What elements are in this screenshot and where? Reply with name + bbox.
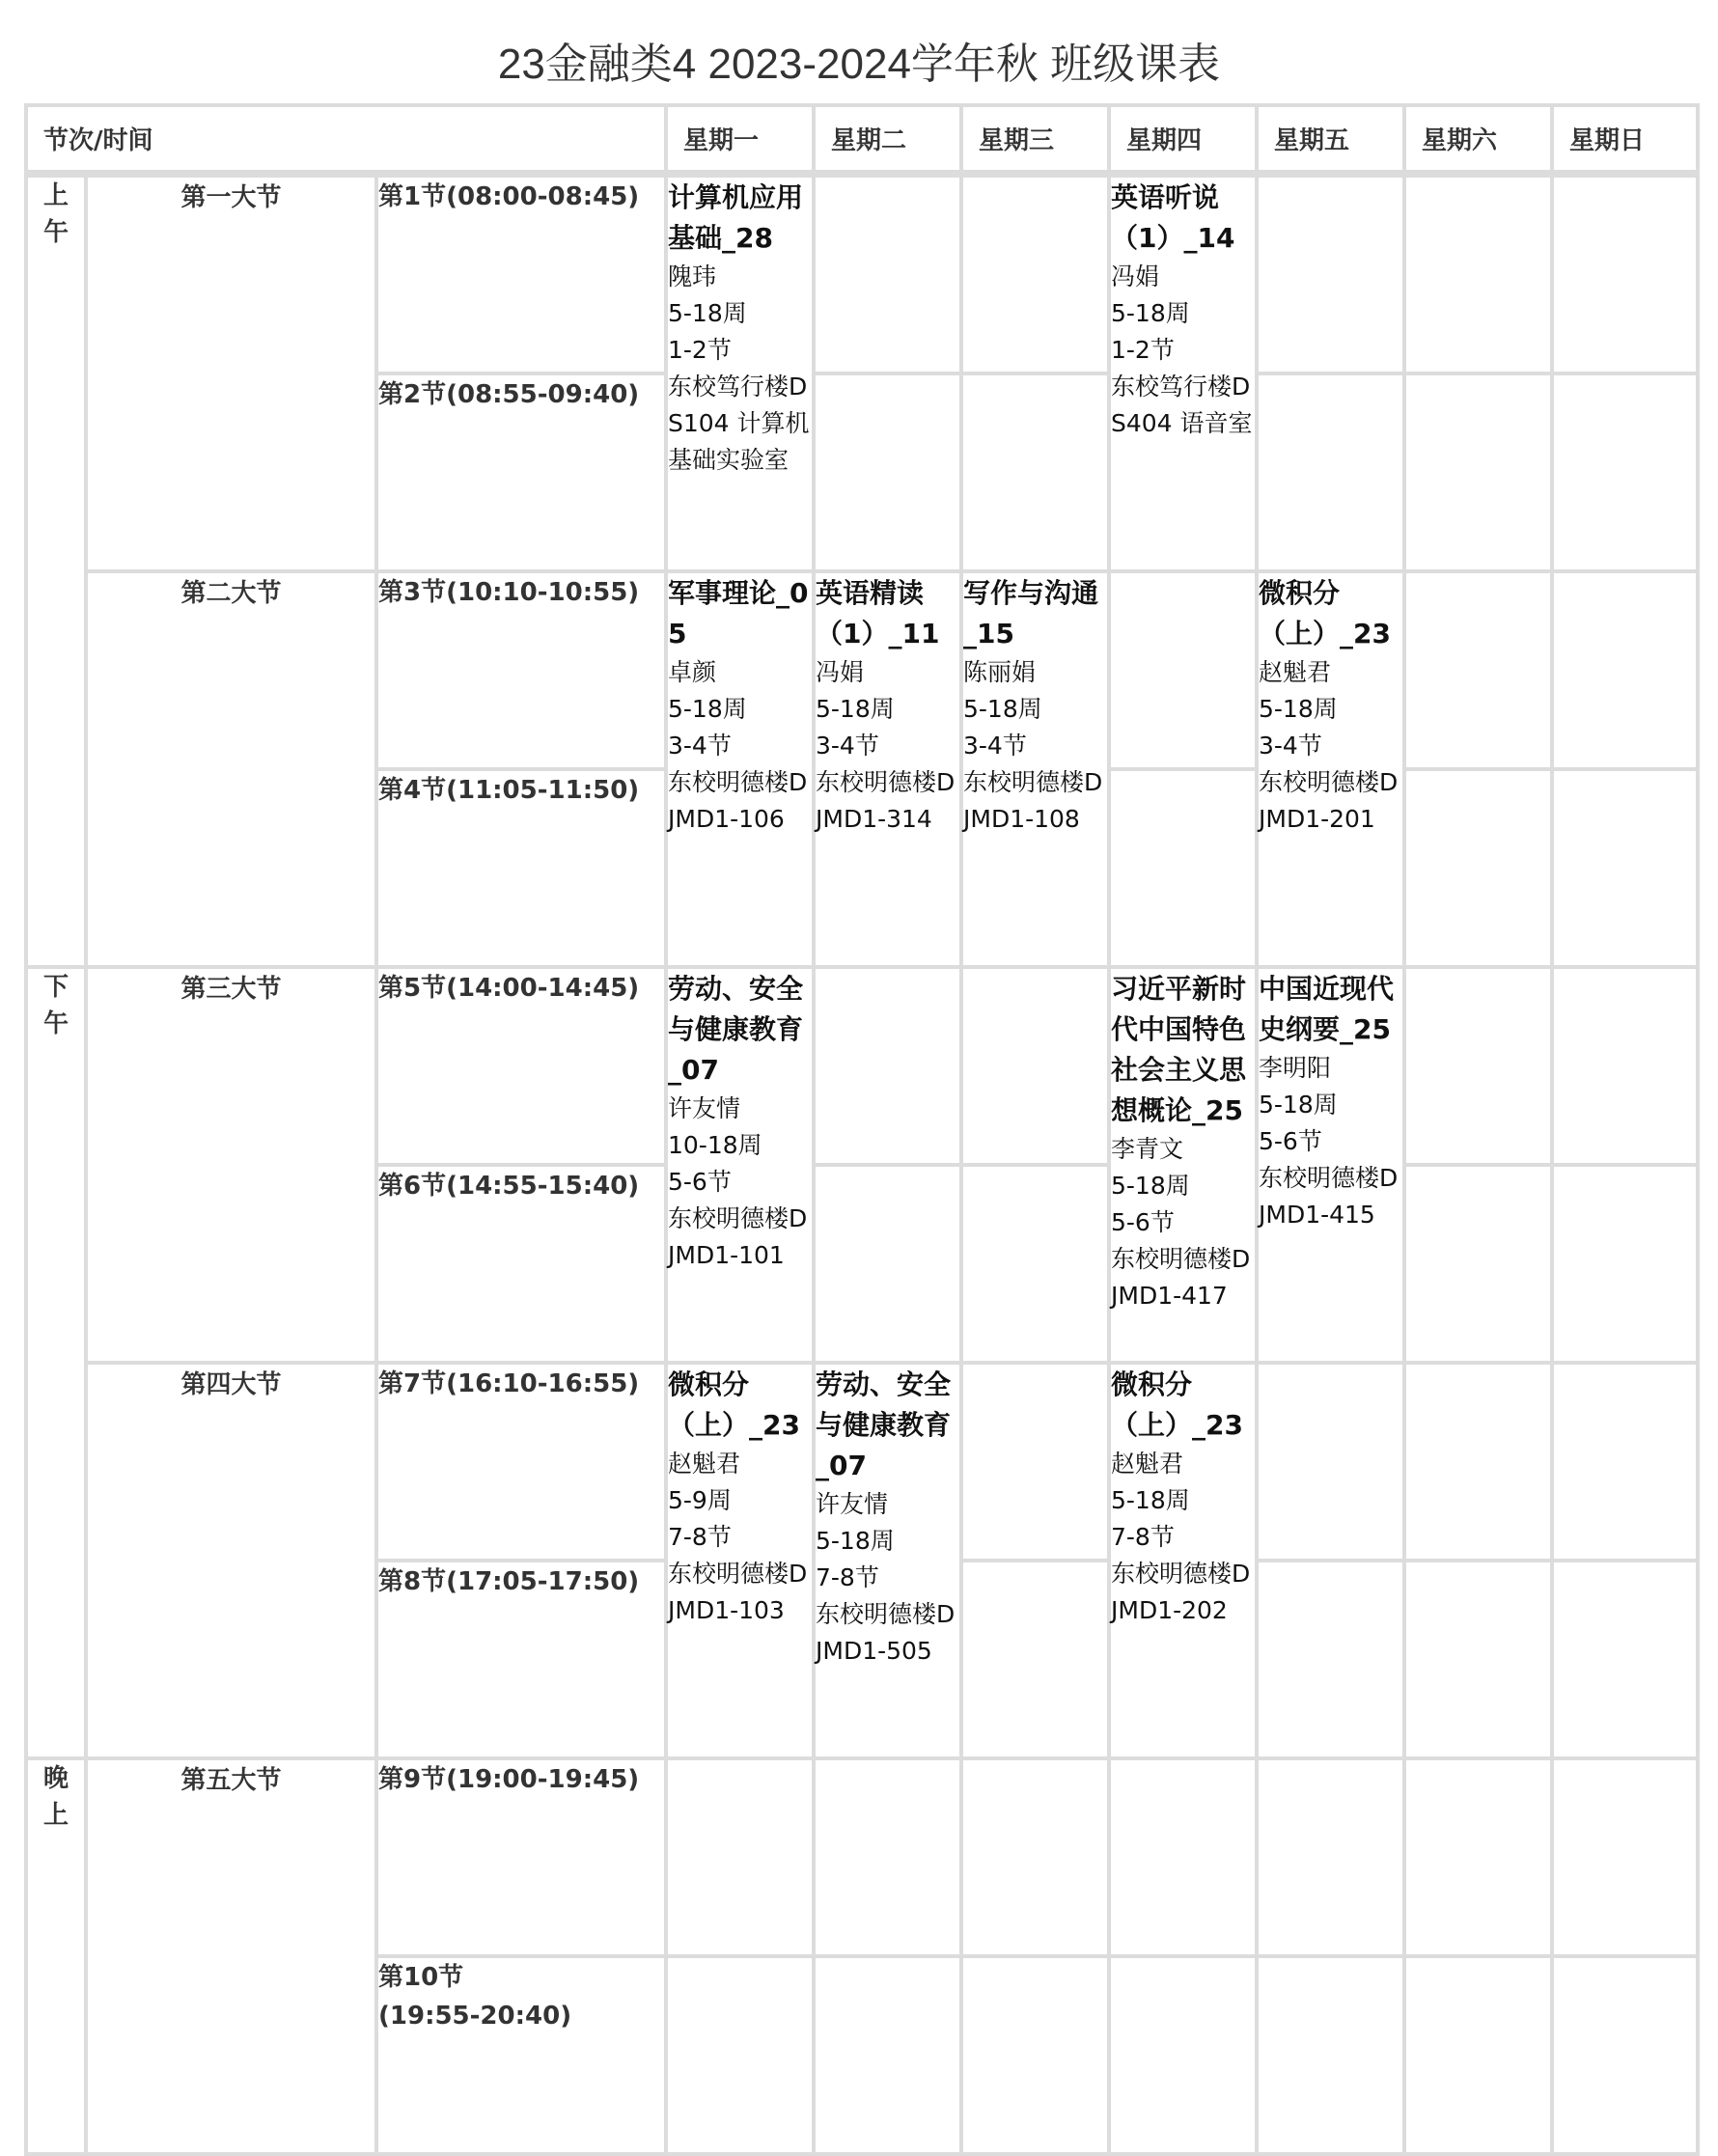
course-name: 英语精读（1）_11 [816, 577, 940, 650]
big-section-4: 第四大节 [88, 1365, 378, 1760]
empty-cell [963, 1562, 1111, 1760]
empty-cell [816, 1167, 963, 1365]
period-label-char: 下 [42, 973, 69, 1002]
course-weeks: 5-18周 [1259, 1091, 1338, 1119]
empty-cell [963, 1958, 1111, 2156]
course-weeks: 5-18周 [816, 695, 895, 723]
course-location: 东校明德楼DJMD1-201 [1259, 768, 1399, 833]
slot-label-line: (19:55-20:40) [378, 2002, 572, 2031]
empty-cell [963, 969, 1111, 1167]
page-title: 23金融类4 2023-2024学年秋 班级课表 [497, 41, 1221, 88]
course-cell[interactable] [668, 1365, 816, 1760]
course-weeks: 5-9周 [668, 1486, 732, 1514]
course-cell[interactable] [963, 573, 1111, 969]
slot-label-line: 第10节 [378, 1963, 464, 1992]
course-teacher: 许友情 [816, 1490, 889, 1518]
course-name: 劳动、安全与健康教育_07 [816, 1368, 952, 1481]
slot-label-5: 第5节(14:00-14:45) [378, 969, 668, 1167]
course-teacher: 卓颜 [668, 658, 717, 686]
empty-cell [1554, 1958, 1700, 2156]
empty-cell [1111, 1760, 1259, 1958]
slot-label-3: 第3节(10:10-10:55) [378, 573, 668, 771]
slot-label-4: 第4节(11:05-11:50) [378, 771, 668, 969]
period-evening [28, 1760, 88, 2156]
empty-cell [1554, 1365, 1700, 1562]
slot-label-2: 第2节(08:55-09:40) [378, 375, 668, 573]
course-sections: 7-8节 [1111, 1523, 1175, 1551]
period-afternoon [28, 969, 88, 1760]
course-location: 东校笃行楼DS104 计算机基础实验室 [668, 373, 810, 474]
course-cell[interactable] [1111, 178, 1259, 573]
empty-cell [1406, 1562, 1554, 1760]
course-cell[interactable] [668, 969, 816, 1365]
empty-cell [1554, 1562, 1700, 1760]
course-cell[interactable] [816, 1365, 963, 1760]
course-cell[interactable] [668, 178, 816, 573]
period-morning [28, 178, 88, 969]
empty-cell [1406, 573, 1554, 771]
course-teacher: 冯娟 [816, 658, 865, 686]
course-location: 东校明德楼DJMD1-108 [963, 768, 1103, 833]
course-teacher: 许友情 [668, 1094, 741, 1122]
course-name: 中国近现代史纲要_25 [1259, 973, 1395, 1045]
empty-cell [1111, 771, 1259, 969]
empty-cell [1554, 375, 1700, 573]
course-sections: 1-2节 [668, 336, 732, 364]
empty-cell [1406, 771, 1554, 969]
empty-cell [1554, 969, 1700, 1167]
course-sections: 3-4节 [1259, 732, 1322, 760]
big-section-2: 第二大节 [88, 573, 378, 969]
empty-cell [1111, 573, 1259, 771]
day-header-wed: 星期三 [963, 107, 1111, 178]
course-name: 微积分（上）_23 [668, 1368, 800, 1441]
empty-cell [816, 969, 963, 1167]
course-location: 东校明德楼DJMD1-505 [816, 1600, 956, 1665]
slot-label-7: 第7节(16:10-16:55) [378, 1365, 668, 1562]
course-location: 东校明德楼DJMD1-417 [1111, 1245, 1251, 1310]
course-teacher: 李明阳 [1259, 1054, 1332, 1082]
course-sections: 3-4节 [816, 732, 879, 760]
course-cell[interactable] [1111, 1365, 1259, 1760]
day-header-tue: 星期二 [816, 107, 963, 178]
empty-cell [963, 178, 1111, 375]
course-weeks: 5-18周 [816, 1527, 895, 1555]
big-section-1: 第一大节 [88, 178, 378, 573]
slot-label-6: 第6节(14:55-15:40) [378, 1167, 668, 1365]
course-teacher: 赵魁君 [668, 1450, 741, 1478]
course-weeks: 5-18周 [668, 299, 747, 327]
course-teacher: 赵魁君 [1259, 658, 1332, 686]
course-cell[interactable] [1111, 969, 1259, 1365]
course-weeks: 5-18周 [1111, 299, 1190, 327]
empty-cell [1406, 178, 1554, 375]
course-cell[interactable] [1259, 573, 1406, 969]
course-teacher: 冯娟 [1111, 263, 1160, 290]
slot-label-8: 第8节(17:05-17:50) [378, 1562, 668, 1760]
course-location: 东校明德楼DJMD1-101 [668, 1204, 808, 1269]
course-cell[interactable] [816, 573, 963, 969]
course-teacher: 陈丽娟 [963, 658, 1037, 686]
slot-row-3 [28, 573, 1700, 771]
empty-cell [963, 1760, 1111, 1958]
empty-cell [816, 375, 963, 573]
course-name: 劳动、安全与健康教育_07 [668, 973, 804, 1086]
empty-cell [1554, 573, 1700, 771]
slot-label-10 [378, 1958, 668, 2156]
course-weeks: 5-18周 [1111, 1172, 1190, 1200]
course-teacher: 李青文 [1111, 1135, 1184, 1163]
empty-cell [1259, 1562, 1406, 1760]
big-section-5: 第五大节 [88, 1760, 378, 2156]
slot-label-9: 第9节(19:00-19:45) [378, 1760, 668, 1958]
empty-cell [963, 1167, 1111, 1365]
period-label-char: 上 [42, 1801, 69, 1830]
day-header-thu: 星期四 [1111, 107, 1259, 178]
day-header-sun: 星期日 [1554, 107, 1700, 178]
course-sections: 1-2节 [1111, 336, 1175, 364]
period-label-char: 晚 [42, 1764, 69, 1793]
course-sections: 3-4节 [668, 732, 732, 760]
empty-cell [1406, 969, 1554, 1167]
course-weeks: 5-18周 [668, 695, 747, 723]
slot-row-9 [28, 1760, 1700, 1958]
course-location: 东校笃行楼DS404 语音室 [1111, 373, 1253, 437]
course-sections: 7-8节 [668, 1523, 732, 1551]
course-weeks: 5-18周 [963, 695, 1042, 723]
empty-cell [1406, 375, 1554, 573]
timetable [24, 103, 1700, 2156]
course-sections: 7-8节 [816, 1563, 879, 1591]
empty-cell [1406, 1365, 1554, 1562]
slot-row-1 [28, 178, 1700, 375]
empty-cell [1259, 375, 1406, 573]
course-location: 东校明德楼DJMD1-103 [668, 1560, 808, 1624]
course-cell[interactable] [1259, 969, 1406, 1365]
course-name: 军事理论_05 [668, 577, 809, 650]
course-name: 英语听说（1）_14 [1111, 181, 1235, 254]
empty-cell [1259, 1365, 1406, 1562]
big-section-3: 第三大节 [88, 969, 378, 1365]
empty-cell [668, 1958, 816, 2156]
day-header-mon: 星期一 [668, 107, 816, 178]
empty-cell [963, 1365, 1111, 1562]
day-header-fri: 星期五 [1259, 107, 1406, 178]
empty-cell [1259, 1760, 1406, 1958]
empty-cell [1259, 178, 1406, 375]
slot-row-7 [28, 1365, 1700, 1562]
empty-cell [1554, 1760, 1700, 1958]
header-row [28, 107, 1700, 178]
period-label-char: 午 [42, 218, 69, 247]
empty-cell [1406, 1760, 1554, 1958]
course-teacher: 赵魁君 [1111, 1450, 1184, 1478]
empty-cell [816, 1760, 963, 1958]
course-location: 东校明德楼DJMD1-202 [1111, 1560, 1251, 1624]
empty-cell [1406, 1167, 1554, 1365]
course-cell[interactable] [668, 573, 816, 969]
period-label-char: 午 [42, 1009, 69, 1038]
slot-label-1: 第1节(08:00-08:45) [378, 178, 668, 375]
empty-cell [1406, 1958, 1554, 2156]
empty-cell [1554, 771, 1700, 969]
empty-cell [1554, 1167, 1700, 1365]
course-weeks: 10-18周 [668, 1131, 762, 1159]
course-name: 计算机应用基础_28 [668, 181, 804, 254]
course-weeks: 5-18周 [1111, 1486, 1190, 1514]
period-label-char: 上 [42, 181, 69, 210]
day-header-sat: 星期六 [1406, 107, 1554, 178]
empty-cell [1554, 178, 1700, 375]
empty-cell [1111, 1958, 1259, 2156]
empty-cell [963, 375, 1111, 573]
course-sections: 3-4节 [963, 732, 1027, 760]
course-name: 写作与沟通_15 [963, 577, 1099, 650]
course-name: 习近平新时代中国特色社会主义思想概论_25 [1111, 973, 1247, 1126]
course-sections: 5-6节 [1111, 1208, 1175, 1236]
slot-row-5 [28, 969, 1700, 1167]
course-location: 东校明德楼DJMD1-314 [816, 768, 956, 833]
empty-cell [668, 1760, 816, 1958]
empty-cell [1259, 1958, 1406, 2156]
course-sections: 5-6节 [668, 1168, 732, 1196]
empty-cell [816, 178, 963, 375]
course-name: 微积分（上）_23 [1259, 577, 1391, 650]
course-name: 微积分（上）_23 [1111, 1368, 1243, 1441]
course-location: 东校明德楼DJMD1-106 [668, 768, 808, 833]
time-column-header: 节次/时间 [28, 107, 668, 178]
empty-cell [816, 1958, 963, 2156]
course-location: 东校明德楼DJMD1-415 [1259, 1164, 1399, 1229]
course-sections: 5-6节 [1259, 1127, 1322, 1155]
course-teacher: 隗玮 [668, 263, 717, 290]
course-weeks: 5-18周 [1259, 695, 1338, 723]
